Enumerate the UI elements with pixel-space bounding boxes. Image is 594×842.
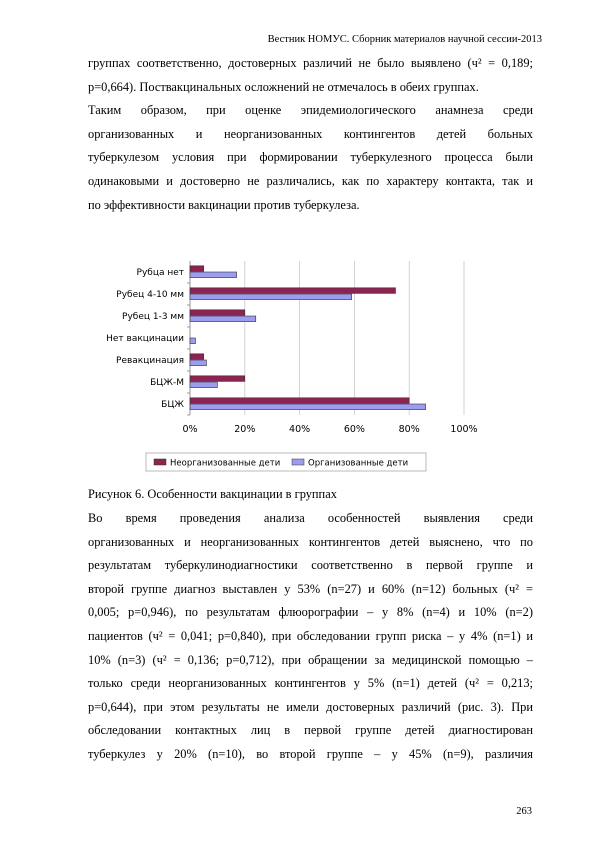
text-line: второй группе диагноз выставлен у 53% (n=27) и 60% (n=12) больных (ч² = — [88, 581, 533, 596]
text-line: p=0,644), при этом результаты не имели достоверных различий (рис. 3). При — [88, 699, 533, 714]
text-line: организованных и неорганизованных контингентов детей выяснено, что по — [88, 534, 533, 549]
text-line: одинаковыми и достоверно не различались, как по характеру контакта, так и — [88, 173, 533, 188]
vaccination-bar-chart — [88, 255, 488, 477]
paragraph-intro — [88, 52, 533, 217]
category-label: Рубца нет — [136, 268, 184, 278]
figure-caption: Рисунок 6. Особенности вакцинации в группах — [88, 487, 337, 501]
text-line: только среди неорганизованных контингентов у 5% (n=1) детей (ч² = 0,213; — [88, 676, 533, 691]
category-label: БЦЖ-М — [150, 378, 184, 388]
x-tick-label: 60% — [343, 424, 365, 435]
bar-organized — [190, 404, 426, 410]
legend-label: Неорганизованные дети — [170, 458, 281, 469]
running-header: Вестник НОМУС. Сборник материалов научной сессии-2013 — [267, 34, 542, 45]
category-label: Рубец 4-10 мм — [116, 290, 184, 300]
legend-swatch — [292, 459, 304, 465]
x-tick-label: 40% — [289, 424, 311, 435]
text-line: туберкулез у 20% (n=10), во второй группе – у 45% (n=9), различия — [88, 746, 533, 761]
legend-swatch — [154, 459, 166, 465]
text-line: обследовании контактных лиц в первой группе детей диагностирован — [88, 723, 533, 738]
bar-unorganized — [190, 354, 204, 360]
category-label: Рубец 1-3 мм — [122, 312, 184, 322]
page-number: 263 — [516, 806, 532, 817]
text-line: p=0,664). Поствакцинальных осложнений не отмечалось в обеих группах. — [88, 79, 479, 94]
text-line: организованных и неорганизованных контингентов детей больных — [88, 126, 533, 141]
x-tick-label: 100% — [450, 424, 478, 435]
bar-organized — [190, 294, 352, 300]
bar-organized — [190, 316, 256, 322]
text-line: Во время проведения анализа особенностей выявления среди — [88, 511, 533, 525]
bar-organized — [190, 382, 217, 388]
bar-organized — [190, 338, 195, 344]
paragraph-detection — [88, 507, 533, 767]
text-line: 10% (n=3) (ч² = 0,136; p=0,712), при обращении за медицинской помощью – — [88, 652, 533, 667]
category-label: БЦЖ — [161, 400, 184, 410]
bar-organized — [190, 360, 206, 366]
x-tick-label: 0% — [182, 424, 198, 435]
x-tick-label: 20% — [234, 424, 256, 435]
text-line: пациентов (ч² = 0,041; p=0,840), при обследовании групп риска – у 4% (n=1) и — [88, 628, 533, 643]
bar-unorganized — [190, 266, 204, 272]
x-tick-label: 80% — [398, 424, 420, 435]
category-label: Нет вакцинации — [106, 334, 184, 344]
text-line: Таким образом, при оценке эпидемиологического анамнеза среди — [88, 103, 533, 118]
text-line: 0,005; p=0,946), по результатам флюорографии – у 8% (n=4) и 10% (n=2) — [88, 605, 533, 620]
text-line: туберкулезом условия при формировании туберкулезного процесса были — [88, 150, 533, 165]
text-line: по эффективности вакцинации против туберкулеза. — [88, 197, 360, 212]
bar-unorganized — [190, 376, 245, 382]
bar-organized — [190, 272, 237, 278]
bar-unorganized — [190, 398, 409, 404]
category-label: Ревакцинация — [116, 356, 184, 366]
bar-unorganized — [190, 288, 396, 294]
text-line: группах соответственно, достоверных различий не было выявлено (ч² = 0,189; — [88, 56, 533, 70]
bar-unorganized — [190, 310, 245, 316]
legend-label: Организованные дети — [308, 458, 409, 469]
text-line: результатам туберкулинодиагностики соответственно в первой группе и — [88, 558, 533, 573]
